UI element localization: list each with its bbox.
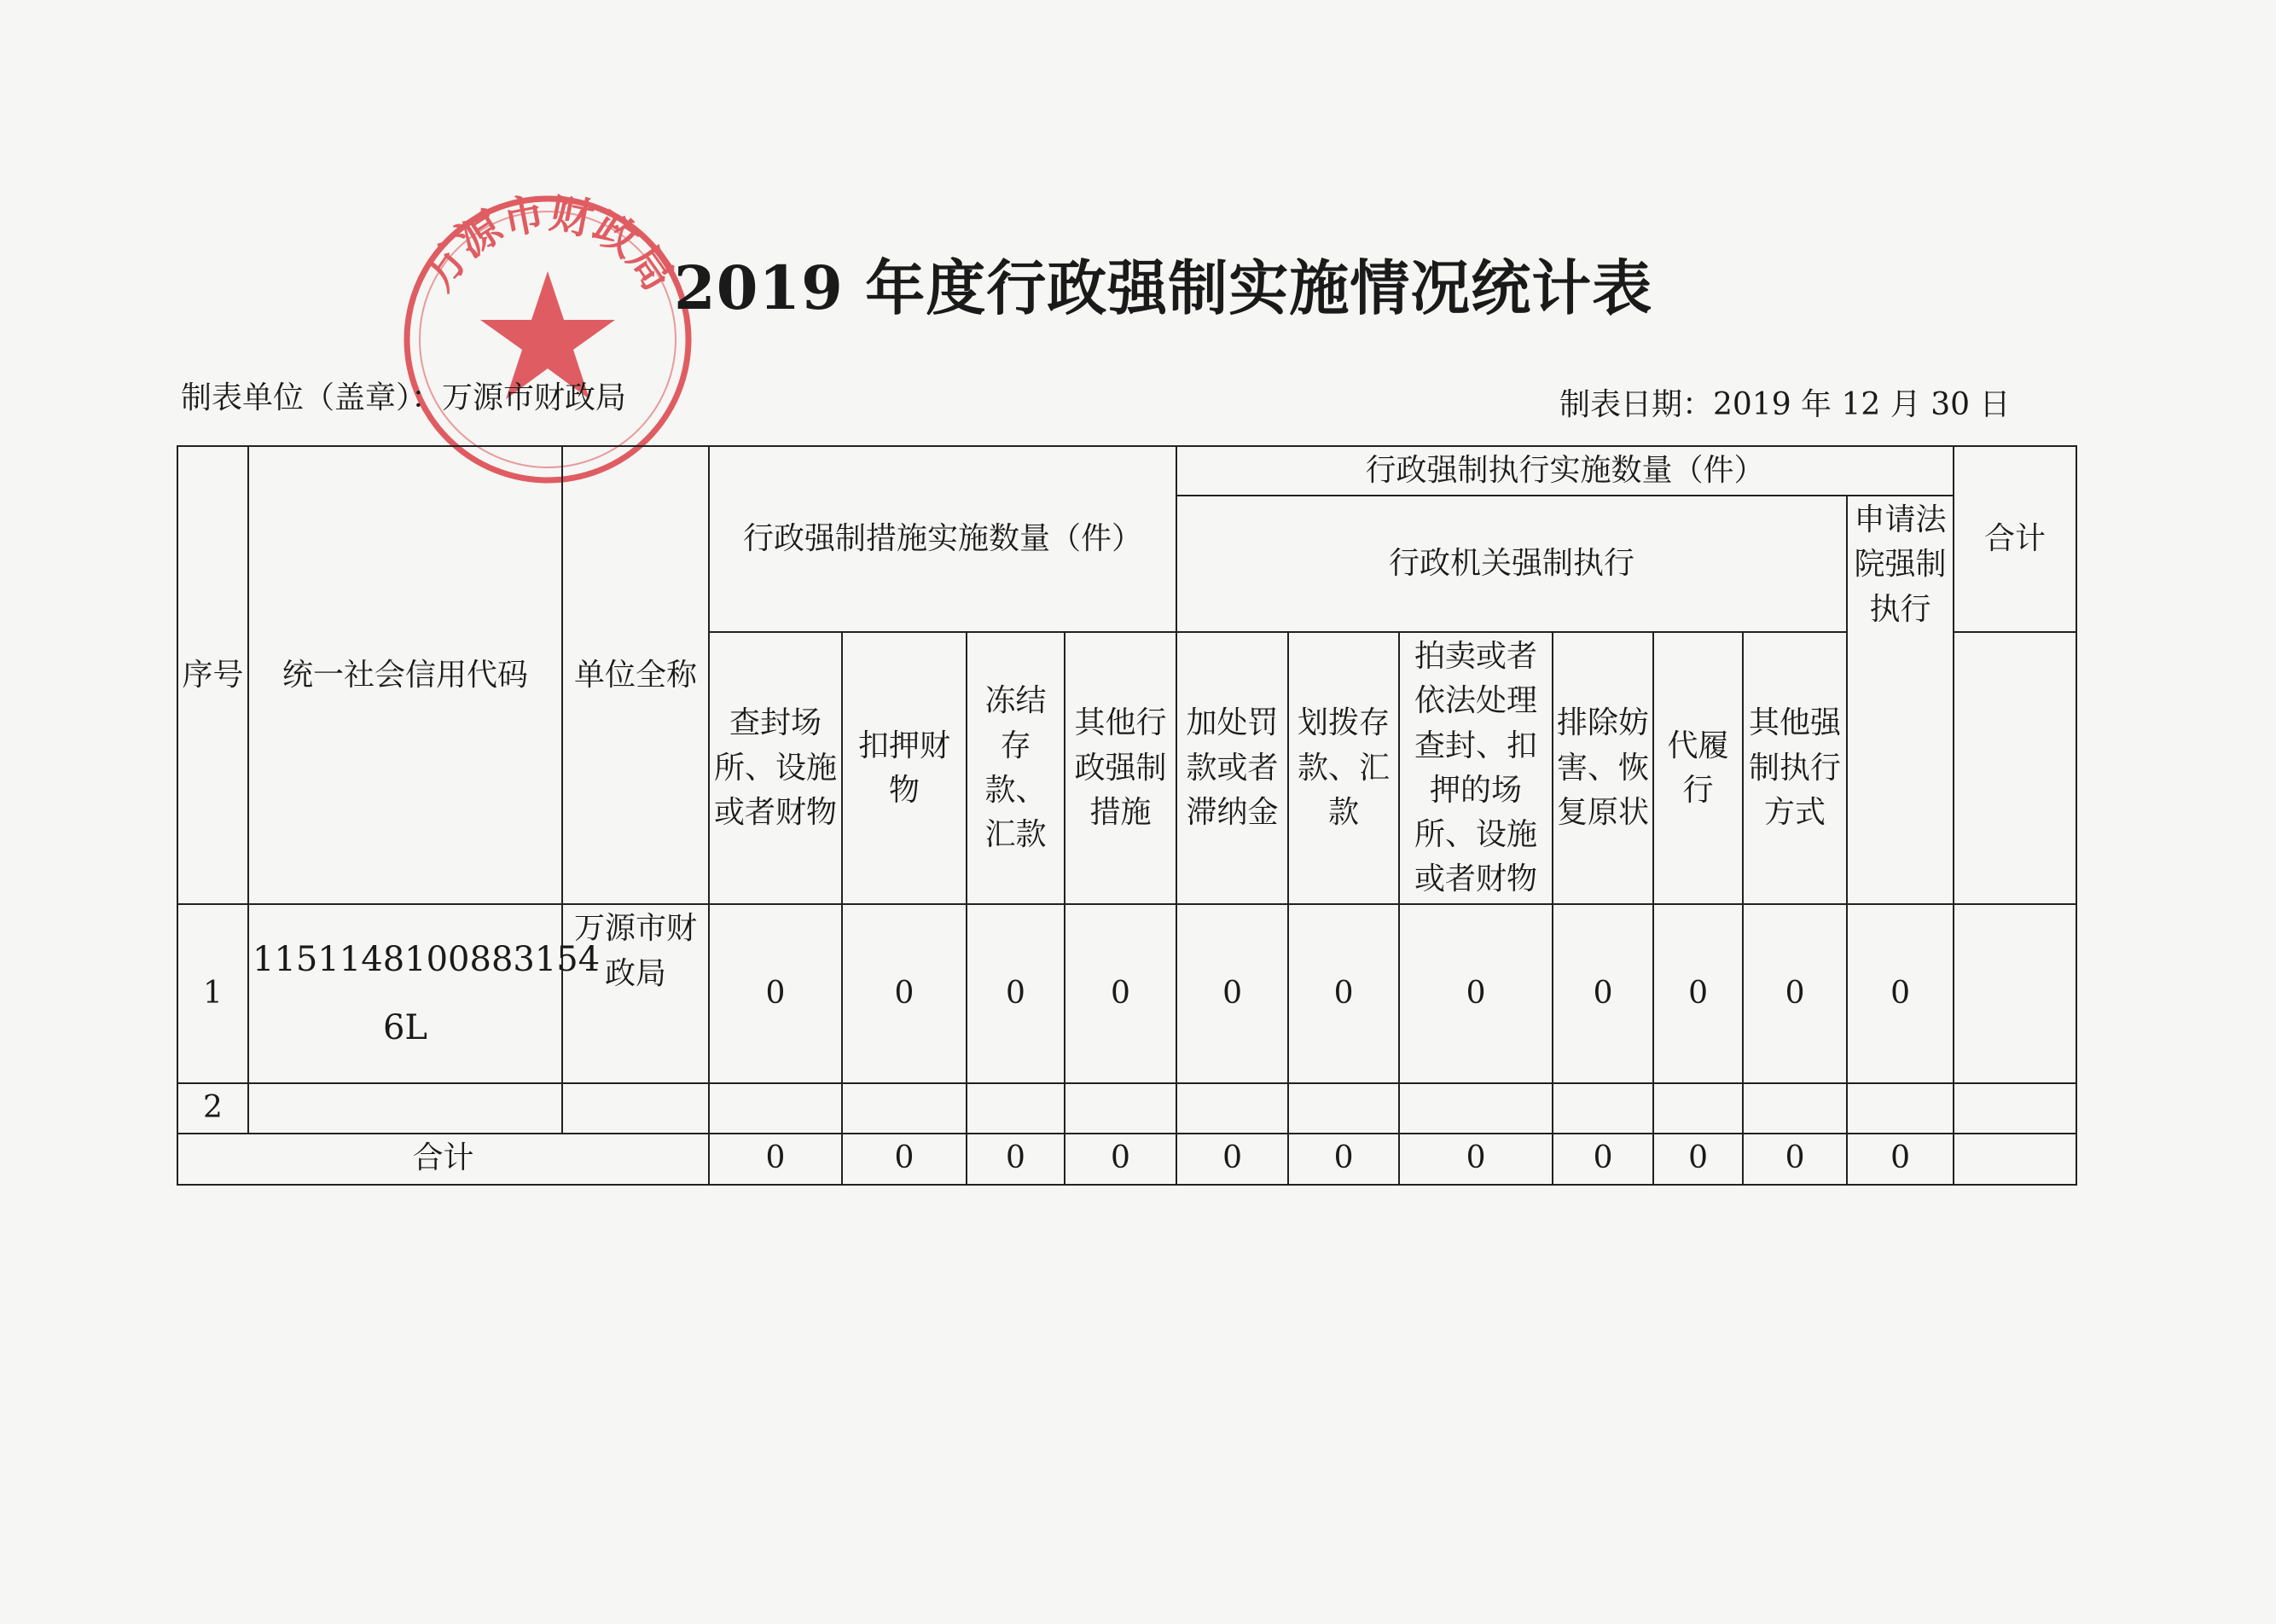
row-credit-code (248, 1083, 562, 1133)
row-value (842, 1083, 967, 1133)
issuing-unit: 制表单位（盖章）：万源市财政局 (181, 380, 627, 415)
table-row (177, 1083, 2076, 1133)
totals-value: 0 (1743, 1134, 1847, 1185)
header-m1: 查封场所、设施或者财物 (709, 632, 842, 904)
header-e6: 其他强制执行方式 (1743, 632, 1847, 904)
credit-code-line1: 1151148100883154 (253, 940, 601, 980)
row-value (1743, 1083, 1847, 1133)
row-value (1288, 1083, 1399, 1133)
statistics-table (177, 445, 2077, 1186)
header-e3: 拍卖或者依法处理查封、扣押的场所、设施或者财物 (1399, 632, 1553, 904)
row-seq: 2 (177, 1083, 248, 1133)
row-value: 0 (1847, 904, 1954, 1083)
row-value (709, 1083, 842, 1133)
row-credit-code (248, 904, 601, 1083)
row-value (1399, 1083, 1553, 1133)
row-value: 0 (1399, 904, 1553, 1083)
header-exec-group: 行政强制执行实施数量（件） (1176, 446, 1954, 496)
header-e1: 加处罚款或者滞纳金 (1176, 632, 1288, 904)
svg-text:万源市财政局: 万源市财政局 (411, 187, 684, 300)
credit-code-line2: 6L (382, 1008, 427, 1048)
row-value (1065, 1083, 1176, 1133)
totals-row (177, 1134, 2076, 1185)
row-value: 0 (1288, 904, 1399, 1083)
row-seq: 1 (177, 904, 248, 1083)
table-row (177, 904, 2076, 1083)
header-court-exec: 申请法院强制执行 (1847, 496, 1954, 904)
header-m3: 冻结存款、汇款 (967, 632, 1065, 904)
header-admin-exec: 行政机关强制执行 (1176, 496, 1847, 632)
row-value: 0 (1653, 904, 1743, 1083)
row-value (1553, 1083, 1653, 1133)
row-unit-name: 万源市财政局 (562, 904, 709, 1083)
row-unit-name (562, 1083, 709, 1133)
row-value: 0 (1065, 904, 1176, 1083)
totals-value: 0 (1553, 1134, 1653, 1185)
header-e2: 划拨存款、汇款 (1288, 632, 1399, 904)
row-value: 0 (1553, 904, 1653, 1083)
totals-label: 合计 (177, 1134, 709, 1185)
row-total (1954, 1083, 2076, 1133)
header-unit-name: 单位全称 (562, 446, 709, 904)
totals-value: 0 (1847, 1134, 1954, 1185)
row-value (1847, 1083, 1954, 1133)
header-m4: 其他行政强制措施 (1065, 632, 1176, 904)
header-seq: 序号 (177, 446, 248, 904)
totals-value: 0 (1653, 1134, 1743, 1185)
header-credit-code: 统一社会信用代码 (248, 446, 562, 904)
row-value (1176, 1083, 1288, 1133)
row-total (1954, 904, 2076, 1083)
row-value: 0 (842, 904, 967, 1083)
row-value (967, 1083, 1065, 1133)
totals-value: 0 (967, 1134, 1065, 1185)
row-value: 0 (1176, 904, 1288, 1083)
header-e5: 代履行 (1653, 632, 1743, 904)
issue-date: 制表日期：2019 年 12 月 30 日 (1559, 387, 2011, 422)
totals-value: 0 (1176, 1134, 1288, 1185)
totals-value: 0 (709, 1134, 842, 1185)
header-e4: 排除妨害、恢复原状 (1553, 632, 1653, 904)
totals-total (1954, 1134, 2076, 1185)
totals-value: 0 (1399, 1134, 1553, 1185)
header-total-blank (1954, 632, 2076, 904)
row-value (1653, 1083, 1743, 1133)
row-value: 0 (1743, 904, 1847, 1083)
totals-value: 0 (1065, 1134, 1176, 1185)
document-title: 2019 年度行政强制实施情况统计表 (674, 252, 1653, 323)
header-m2: 扣押财物 (842, 632, 967, 904)
row-value: 0 (709, 904, 842, 1083)
totals-value: 0 (1288, 1134, 1399, 1185)
header-measures-group: 行政强制措施实施数量（件） (709, 446, 1176, 632)
header-total: 合计 (1954, 446, 2076, 632)
totals-value: 0 (842, 1134, 967, 1185)
row-value: 0 (967, 904, 1065, 1083)
